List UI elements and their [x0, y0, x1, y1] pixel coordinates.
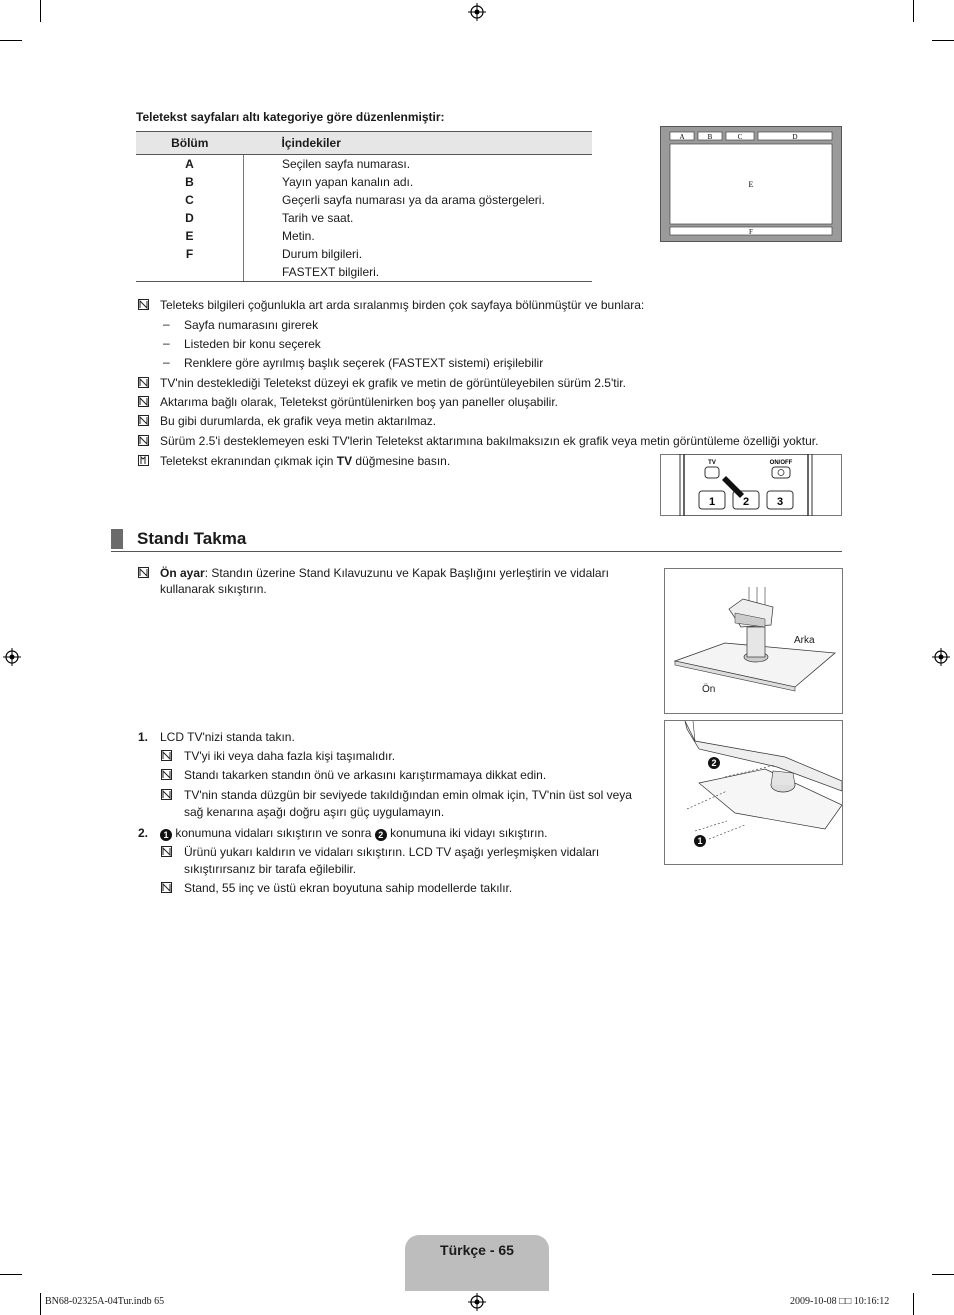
- remote-control-diagram: [660, 454, 842, 516]
- remote-note-icon: [138, 455, 149, 466]
- note-text: sıkıştırırsanız bir tarafa eğilebilir.: [184, 862, 357, 876]
- label-back: Arka: [794, 635, 815, 646]
- dash-bullet: –: [163, 336, 170, 350]
- note-text: TV'nin desteklediği Teletekst düzeyi ek grafik ve metin de görüntüleyebilen sürüm 2.5'tir.: [160, 376, 626, 390]
- print-slug-left: BN68-02325A-04Tur.indb 65: [45, 1296, 165, 1307]
- note-icon: [161, 846, 172, 857]
- table-row: FASTEXT bilgileri.: [136, 263, 592, 282]
- table-row: F Durum bilgileri.: [136, 245, 592, 263]
- remote-key-1: 1: [708, 496, 716, 508]
- dash-bullet: –: [163, 317, 170, 331]
- dash-item: Renklere göre ayrılmış başlık seçerek (FASTEXT sistemi) erişilebilir: [184, 356, 544, 370]
- crop-mark: [0, 1274, 22, 1275]
- dash-item: Sayfa numarasını girerek: [184, 318, 319, 332]
- circle-number-1: 1: [160, 829, 172, 841]
- note-icon: [161, 789, 172, 800]
- screen-label-b: B: [707, 133, 713, 141]
- section-marker: [111, 529, 123, 549]
- power-button-icon: [772, 467, 790, 478]
- step-number: 1.: [138, 730, 149, 744]
- attach-figure: [664, 720, 843, 865]
- teletext-screen-diagram: [660, 126, 842, 242]
- note-text: Sürüm 2.5'i desteklemeyen eski TV'lerin Teletekst aktarımına bakılmaksızın ek grafik veya metin görüntüleme özelliği yoktur.: [160, 434, 819, 448]
- note-icon: [161, 769, 172, 780]
- table-row: D Tarih ve saat.: [136, 209, 592, 227]
- table-header-section: Bölüm: [136, 132, 244, 155]
- note-text: Bu gibi durumlarda, ek grafik veya metin aktarılmaz.: [160, 414, 437, 428]
- note-icon: [138, 567, 149, 578]
- note-text: Teleteks bilgileri çoğunlukla art arda sıralanmış birden çok sayfaya bölünmüştür ve bunlara:: [160, 298, 645, 312]
- note-text: Standı takarken standın önü ve arkasını karıştırmamaya dikkat edin.: [184, 768, 547, 782]
- screen-label-c: C: [737, 133, 743, 141]
- step-number: 2.: [138, 826, 149, 840]
- note-text: Ürünü yukarı kaldırın ve vidaları sıkıştırın. LCD TV aşağı yerleşmişken vidaları: [184, 845, 600, 859]
- note-text: TV'nin standa düzgün bir seviyede takıldığından emin olmak için, TV'nin üst sol veya: [184, 788, 632, 802]
- screen-label-f: F: [749, 228, 753, 236]
- table-header-contents: İçindekiler: [244, 132, 593, 155]
- table-row: A Seçilen sayfa numarası.: [136, 155, 592, 174]
- dash-item: Listeden bir konu seçerek: [184, 337, 321, 351]
- remote-key-3: 3: [776, 496, 784, 508]
- note-icon: [138, 415, 149, 426]
- crop-mark: [913, 0, 914, 22]
- front-note: Ön ayar: Standın üzerine Stand Kılavuzunu ve Kapak Başlığını yerleştirin ve vidaları kullanarak sıkıştırın.: [160, 566, 609, 596]
- note-icon: [161, 750, 172, 761]
- crop-mark: [932, 1274, 954, 1275]
- tv-attach-illustration: [665, 721, 842, 864]
- registration-mark-icon: [3, 648, 21, 666]
- note-text: Teletekst ekranından çıkmak için TV düğmesine basın.: [160, 454, 451, 468]
- crop-mark: [932, 40, 954, 41]
- note-text: Stand, 55 inç ve üstü ekran boyutuna sahip modellerde takılır.: [184, 881, 513, 895]
- tv-button-name: TV: [336, 454, 353, 468]
- figure-circle-2: 2: [711, 758, 717, 768]
- section-title: Standı Takma: [137, 529, 247, 548]
- remote-key-2: 2: [742, 496, 750, 508]
- teletext-table: [136, 131, 592, 282]
- note-icon: [138, 299, 149, 310]
- registration-mark-icon: [932, 648, 950, 666]
- step-text: LCD TV'nizi standa takın.: [160, 730, 295, 744]
- stand-base-illustration: [665, 569, 842, 713]
- tv-button-icon: [705, 467, 719, 478]
- remote-onoff-label: ON/OFF: [769, 460, 793, 466]
- crop-mark: [913, 1293, 914, 1315]
- label-front: Ön: [702, 684, 716, 695]
- print-slug-right: 2009-10-08 □□ 10:16:12: [790, 1296, 890, 1307]
- screen-label-d: D: [792, 133, 798, 141]
- note-text: TV'yi iki veya daha fazla kişi taşımalıdır.: [184, 749, 396, 763]
- crop-mark: [0, 40, 22, 41]
- registration-mark-icon: [468, 1293, 486, 1311]
- note-text: sağ kenarına aşağı doğru aşırı güç uygulamayın.: [184, 805, 445, 819]
- figure-circle-1: 1: [697, 836, 703, 846]
- page-number-label: Türkçe - 65: [440, 1242, 514, 1258]
- crop-mark: [40, 1293, 41, 1315]
- table-row: B Yayın yapan kanalın adı.: [136, 173, 592, 191]
- remote-tv-label: TV: [708, 460, 716, 466]
- screen-label-e: E: [748, 180, 754, 189]
- note-icon: [138, 435, 149, 446]
- table-row: C Geçerli sayfa numarası ya da arama göstergeleri.: [136, 191, 592, 209]
- note-icon: [161, 882, 172, 893]
- section-rule: [111, 551, 842, 552]
- crop-mark: [40, 0, 41, 22]
- screen-label-a: A: [679, 133, 685, 141]
- circle-number-2: 2: [375, 829, 387, 841]
- step-text: 1 konumuna vidaları sıkıştırın ve sonra 2 konumuna iki vidayı sıkıştırın.: [160, 825, 548, 841]
- registration-mark-icon: [468, 3, 486, 21]
- note-icon: [138, 377, 149, 388]
- teletext-intro: Teletekst sayfaları altı kategoriye göre düzenlenmiştir:: [136, 110, 445, 124]
- stand-figure: [664, 568, 843, 714]
- dash-bullet: –: [163, 355, 170, 369]
- note-icon: [138, 396, 149, 407]
- note-text: Aktarıma bağlı olarak, Teletekst görüntülenirken boş yan paneller oluşabilir.: [160, 395, 559, 409]
- table-row: E Metin.: [136, 227, 592, 245]
